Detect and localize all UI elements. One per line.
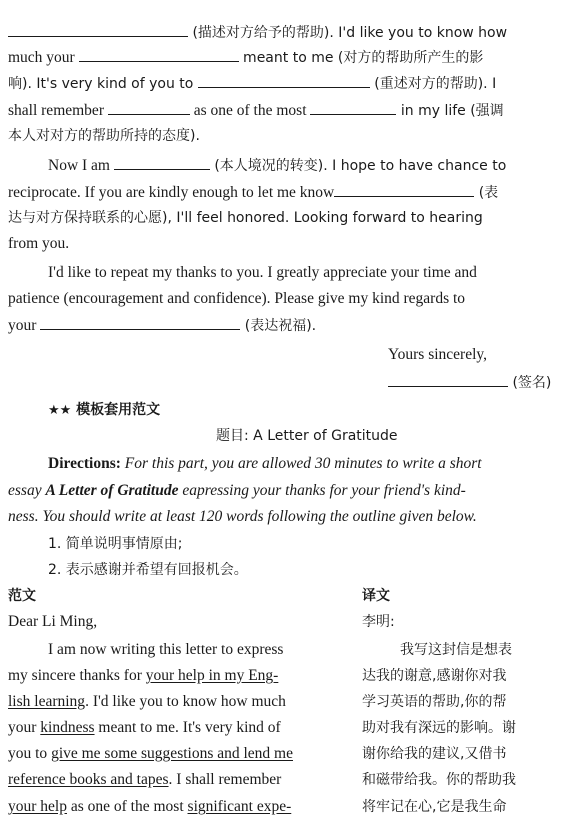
- template-line-4: [8, 100, 504, 121]
- sample-text: you to: [8, 745, 52, 762]
- blank-field: [8, 22, 188, 37]
- signature-line: [388, 372, 551, 393]
- blank-field: [79, 47, 239, 62]
- sample-line-5: [8, 744, 293, 764]
- sample-line-4: [8, 718, 281, 738]
- topic-title: [216, 426, 398, 446]
- template-line-3: [8, 73, 496, 94]
- sample-text: my sincere thanks for: [8, 667, 146, 684]
- sample-underlined: reference books and tapes: [8, 771, 169, 788]
- sample-text: . I shall remember: [168, 771, 282, 788]
- sample-underlined: give me some suggestions and lend me: [51, 745, 293, 762]
- sample-line-7: [8, 797, 291, 817]
- star-icon: ★★: [48, 403, 72, 418]
- sample-line-1: I am now writing this letter to express: [48, 641, 284, 658]
- template-line-5: 本人对对方的帮助所持的态度).: [8, 128, 200, 144]
- sample-underlined: kindness: [40, 719, 95, 736]
- directions-text: essay: [8, 482, 46, 499]
- translation-line: 助对我有深远的影响。谢: [362, 720, 516, 736]
- template-line-8: 达与对方保持联系的心愿), I'll feel honored. Looking forward to hearing: [8, 210, 483, 226]
- template-text: meant to me (对方的帮助所产生的影: [238, 50, 484, 66]
- sample-line-2: [8, 666, 278, 686]
- section-title: 模板套用范文: [71, 402, 161, 418]
- translation-line: 将牢记在心,它是我生命: [362, 799, 507, 815]
- signature-hint: (签名): [508, 375, 552, 391]
- template-line-9: from you.: [8, 235, 70, 252]
- sample-text: meant to me. It's very kind of: [94, 719, 281, 736]
- sample-underlined: lish learning: [8, 693, 86, 710]
- blank-field: [114, 155, 210, 170]
- template-line-7: [8, 182, 498, 203]
- template-text: (本人境况的转变). I hope to have chance to: [209, 158, 507, 174]
- template-text: much your: [8, 49, 79, 66]
- sample-text: your: [8, 719, 41, 736]
- directions-line-1: [48, 454, 482, 474]
- translation-label: 译文: [362, 588, 390, 604]
- sample-text: as one of the most: [66, 798, 188, 815]
- sample-salutation: Dear Li Ming,: [8, 613, 98, 630]
- template-text: (表达祝福).: [240, 318, 317, 334]
- sample-text: . I'd like you to know how much: [85, 693, 286, 710]
- template-line-2: [8, 47, 483, 68]
- template-line-6: [48, 155, 506, 176]
- template-text: (重述对方的帮助). I: [369, 76, 497, 92]
- sample-underlined: significant expe-: [187, 798, 292, 815]
- sample-label: 范文: [8, 588, 36, 604]
- sample-line-6: [8, 770, 281, 790]
- sample-line-3: [8, 692, 286, 712]
- template-text: in my life (强调: [396, 103, 504, 119]
- template-line-12: [8, 315, 316, 336]
- closing: Yours sincerely,: [388, 346, 488, 363]
- translation-line: 谢你给我的建议,又借书: [362, 746, 507, 762]
- sample-underlined: your help in my Eng-: [145, 667, 279, 684]
- template-line-1: [8, 22, 507, 43]
- directions-label: Directions:: [48, 455, 121, 472]
- directions-text: eapressing your thanks for your friend's kind-: [178, 482, 466, 499]
- template-text: as one of the most: [189, 102, 311, 119]
- topic-text: 题目: A Letter of Gratitude: [216, 428, 398, 444]
- translation-line: 我写这封信是想表: [400, 642, 512, 658]
- blank-field: [108, 100, 190, 115]
- template-line-10: I'd like to repeat my thanks to you. I greatly appreciate your time and: [48, 264, 477, 281]
- blank-field: [198, 73, 370, 88]
- directions-line-3: ness. You should write at least 120 words following the outline given below.: [8, 508, 477, 525]
- directions-text: For this part, you are allowed 30 minutes to write a short: [120, 455, 482, 472]
- template-text: Now I am: [48, 157, 114, 174]
- sample-underlined: your help: [8, 798, 67, 815]
- template-text: (表: [474, 185, 499, 201]
- translation-line: 达我的谢意,感谢你对我: [362, 668, 507, 684]
- outline-item-1: 1. 简单说明事情原由;: [48, 536, 183, 552]
- outline-item-2: 2. 表示感谢并希望有回报机会。: [48, 562, 248, 578]
- translation-line: 和磁带给我。你的帮助我: [362, 772, 516, 788]
- directions-line-2: [8, 481, 466, 501]
- translation-line: 学习英语的帮助,你的帮: [362, 694, 507, 710]
- blank-field: [310, 100, 396, 115]
- essay-title: A Letter of Gratitude: [45, 482, 179, 499]
- template-line-11: patience (encouragement and confidence). Please give my kind regards to: [8, 290, 466, 307]
- template-text: 响). It's very kind of you to: [8, 76, 198, 92]
- template-text: reciprocate. If you are kindly enough to let me know: [8, 184, 335, 201]
- blank-field: [40, 315, 240, 330]
- template-text: your: [8, 317, 41, 334]
- section-heading: [48, 400, 160, 421]
- translation-salutation: 李明:: [362, 614, 395, 630]
- template-text: (描述对方给予的帮助). I'd like you to know how: [188, 25, 508, 41]
- blank-field: [334, 182, 474, 197]
- blank-field: [388, 372, 508, 387]
- template-text: shall remember: [8, 102, 108, 119]
